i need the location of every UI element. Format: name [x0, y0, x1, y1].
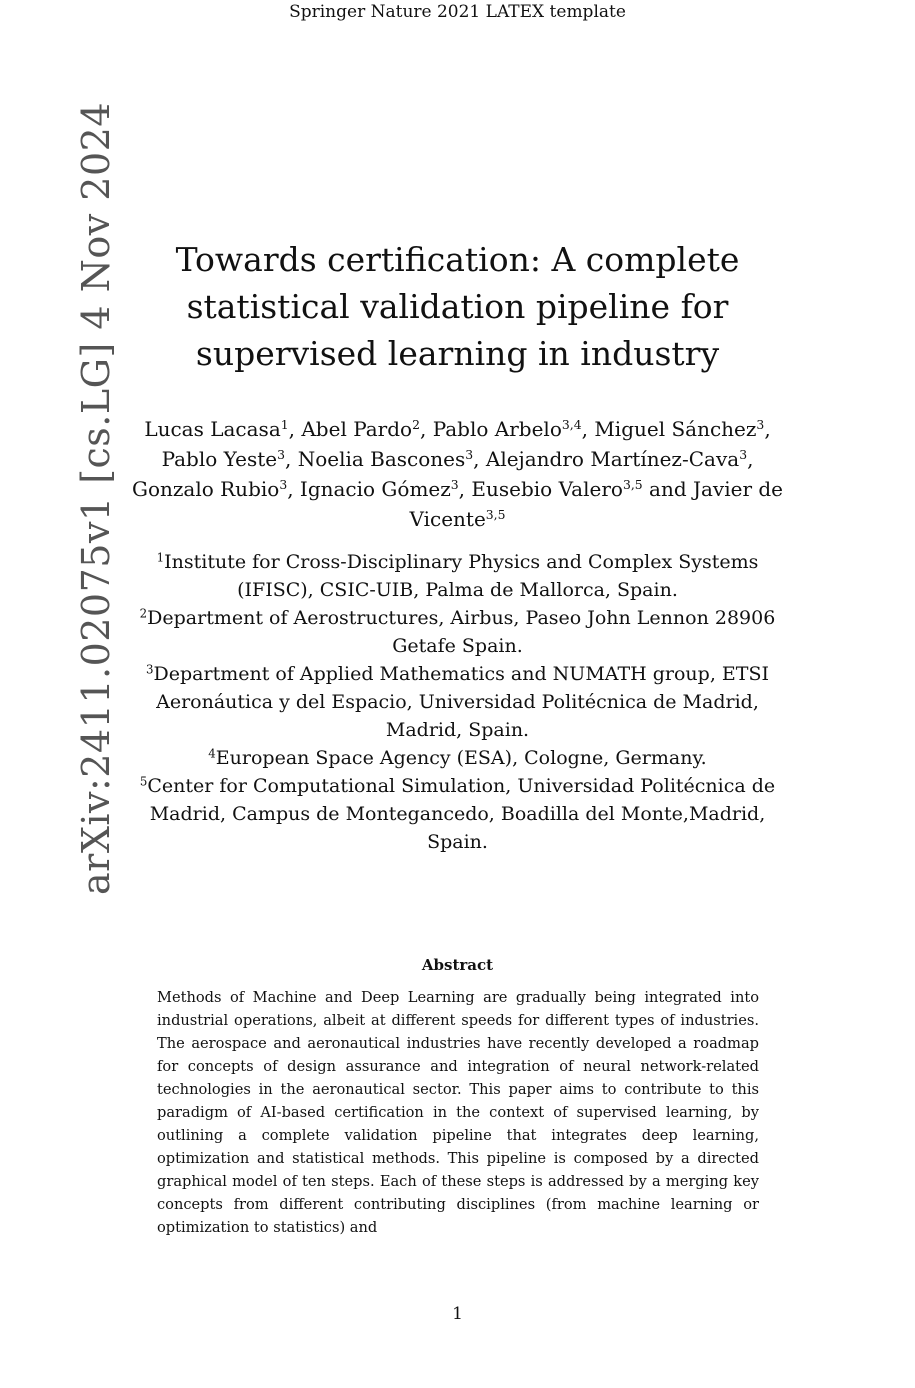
author: Miguel Sánchez$^3$, [594, 417, 771, 441]
author-list [120, 414, 795, 534]
affiliation: $^4$European Space Agency (ESA), Cologne, Germany. [208, 746, 707, 769]
author: Alejandro Martínez-Cava$^3$, [485, 447, 754, 471]
author: Noelia Bascones$^3$, [297, 447, 486, 471]
author: Abel Pardo$^2$, [301, 417, 433, 441]
author: Lucas Lacasa$^1$, [144, 417, 302, 441]
author: Gonzalo Rubio$^3$, [131, 477, 300, 501]
author: Javier de Vicente$^{3,5}$ [409, 477, 784, 531]
author: Eusebio Valero$^{3,5}$ and [471, 477, 693, 501]
affiliation-list [120, 548, 795, 856]
author: Pablo Yeste$^3$, [161, 447, 298, 471]
running-head: Springer Nature 2021 LATEX template [289, 2, 626, 22]
affiliation: $^3$Department of Applied Mathematics and NUMATH group, ETSI Aeronáutica y del Espacio, Universidad Politécnica de Madrid, Madrid, Spain. [146, 662, 769, 741]
author: Pablo Arbelo$^{3,4}$, [432, 417, 595, 441]
affiliation: $^1$Institute for Cross-Disciplinary Physics and Complex Systems (IFISC), CSIC-UIB, Palma de Mallorca, Spain. [156, 550, 759, 601]
affiliation: $^5$Center for Computational Simulation, Universidad Politécnica de Madrid, Campus de Montegancedo, Boadilla del Monte,Madrid, Spain. [139, 774, 776, 853]
page-number: 1 [452, 1304, 463, 1324]
affiliation: $^2$Department of Aerostructures, Airbus, Paseo John Lennon 28906 Getafe Spain. [139, 606, 776, 657]
arxiv-stamp: arXiv:2411.02075v1 [cs.LG] 4 Nov 2024 [74, 101, 118, 895]
abstract-heading: Abstract [421, 956, 494, 974]
abstract-body: Methods of Machine and Deep Learning are gradually being integrated into industrial operations, albeit at different speeds for different types of industries. The aerospace and aeronautical industries have recently developed a roadmap for concepts of design assurance and integration of neural network-related technologies in the aeronautical sector. This paper aims to contribute to this paradigm of AI-based certification in the context of supervised learning, by outlining a complete validation pipeline that integrates deep learning, optimization and statistical methods. This pipeline is composed by a directed graphical model of ten steps. Each of these steps is addressed by a merging key concepts from different contributing disciplines (from machine learning or optimization to statistics) and [157, 989, 759, 1236]
author: Ignacio Gómez$^3$, [299, 477, 472, 501]
paper-title: Towards certification: A complete statistical validation pipeline for supervised learning in industry [175, 240, 740, 373]
